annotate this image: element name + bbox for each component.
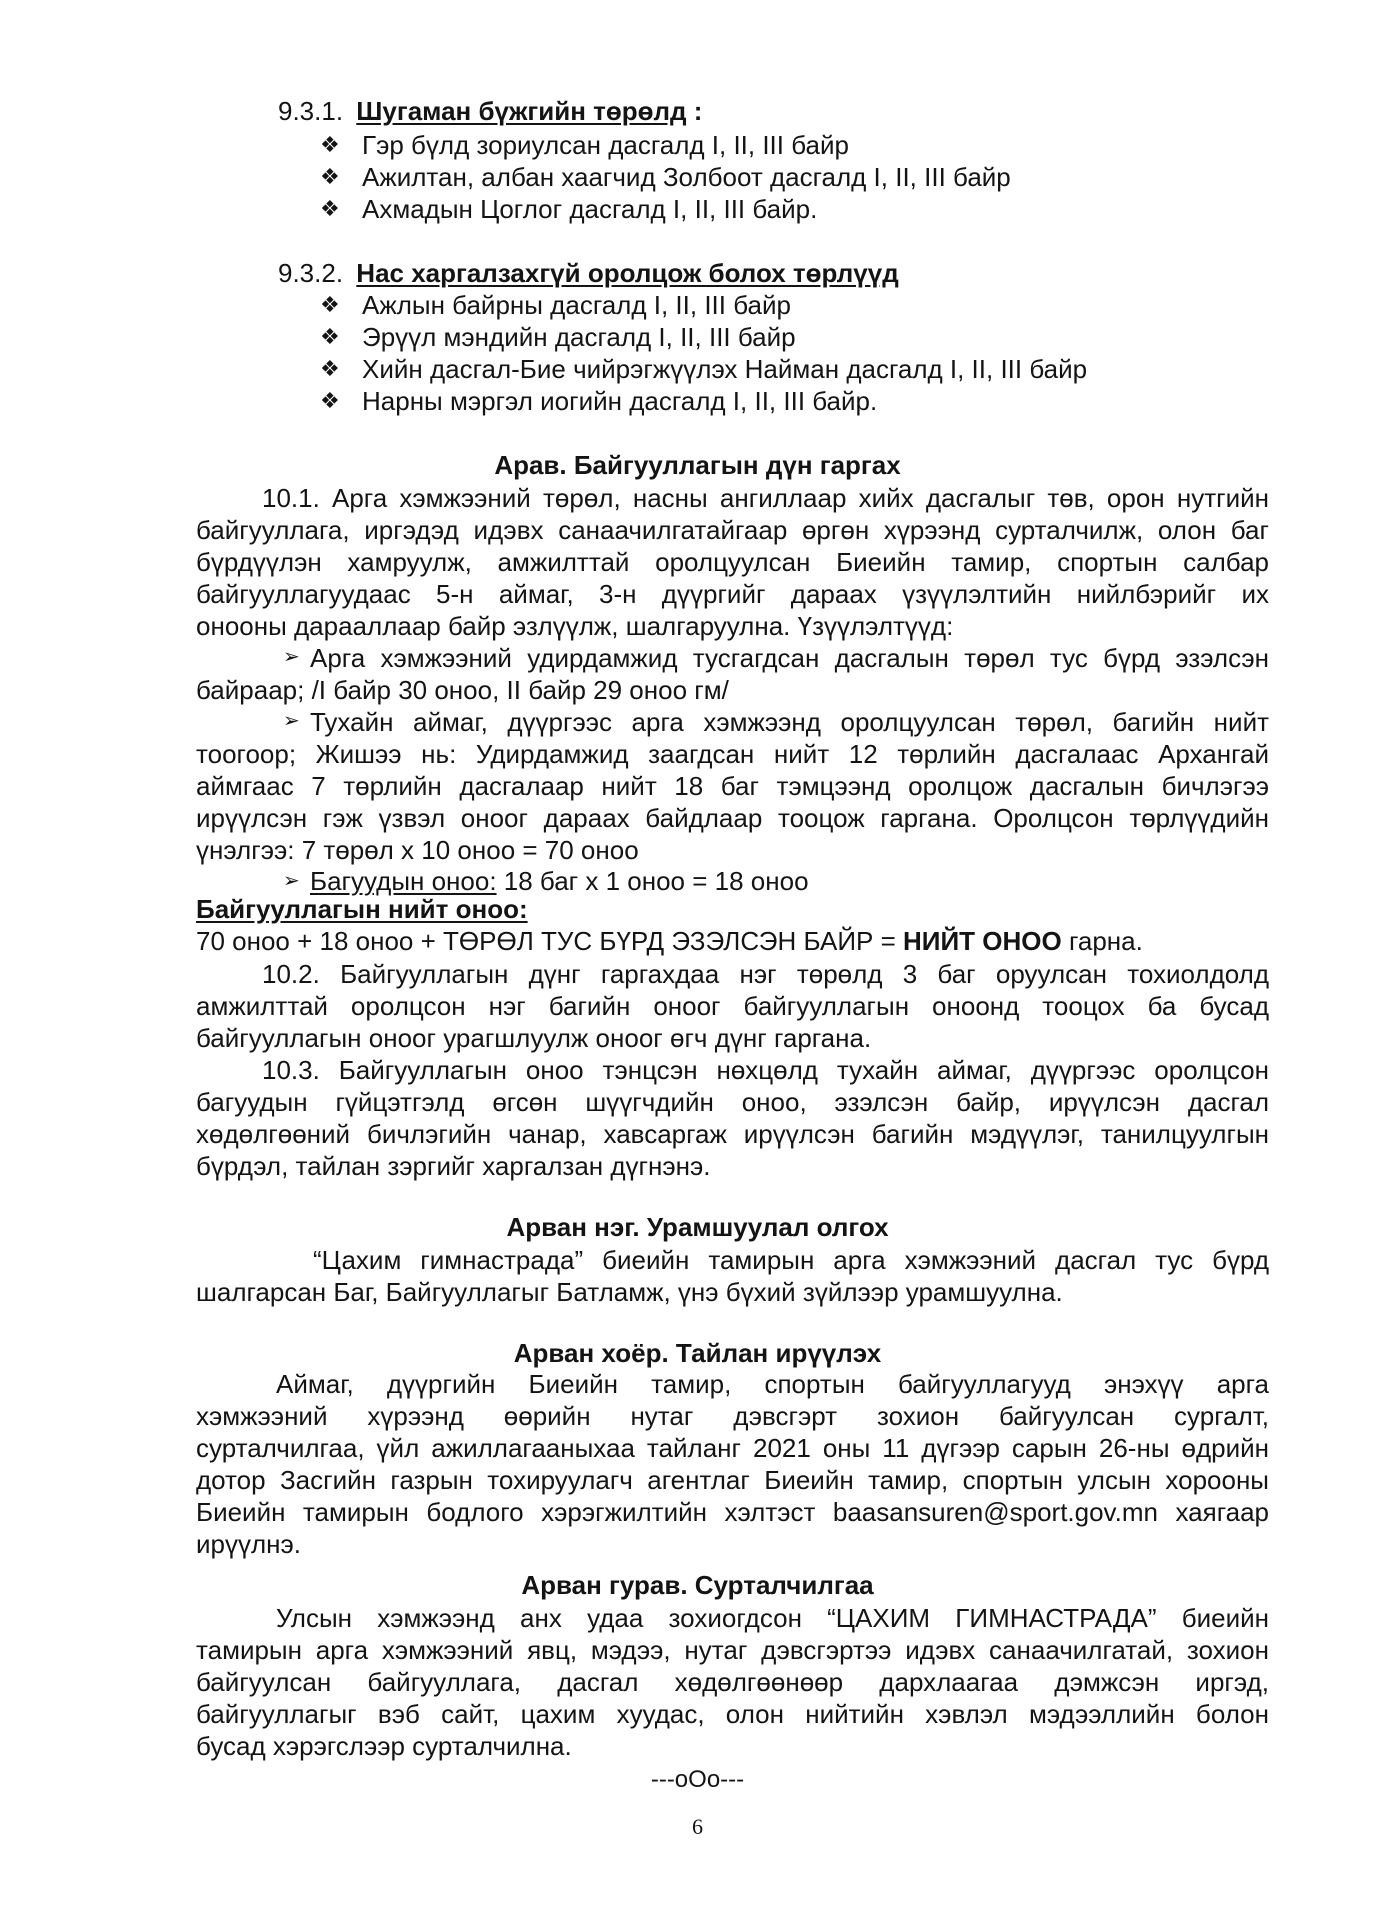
paragraph-12-line: дотор Засгийн газрын тохируулагч агентлаг Биеийн тамир, спортын улсын хорооны	[196, 1465, 1269, 1495]
paragraph-10-1-line: онооны дарааллаар байр эзлүүлж, шалгаруулна. Үзүүлэлтүүд:	[196, 611, 954, 641]
page-number: 6	[692, 1814, 703, 1839]
paragraph-10-1-line: байгууллагуудаас 5-н аймаг, 3-н дүүргийг дараах үзүүлэлтийн нийлбэрийг их	[196, 579, 1269, 609]
diamond-bullet-icon: ❖	[320, 132, 340, 157]
list-item: Гэр бүлд зориулсан дасгалд I, II, III байр	[362, 130, 849, 160]
list-item: Хийн дасгал-Бие чийрэгжүүлэх Найман дасгалд I, II, III байр	[362, 354, 1088, 384]
criteria-line: тоогоор; Жишээ нь: Удирдамжид заагдсан нийт 12 төрлийн дасгалаас Архангай	[196, 739, 1269, 769]
paragraph-13-line: Улсын хэмжээнд анх удаа зохиогдсон “ЦАХИМ ГИМНАСТРАДА” биеийн	[276, 1603, 1269, 1633]
org-total-score-label: Байгууллагын нийт оноо:	[196, 894, 528, 924]
section-11-heading: Арван нэг. Урамшуулал олгох	[506, 1212, 889, 1242]
paragraph-13-line: байгуулсан байгууллага, дасгал хөдөлгөөнөөр дархлаагаа дэмжсэн иргэд,	[196, 1667, 1269, 1697]
paragraph-10-3-line: багуудын гүйцэтгэлд өгсөн шүүгчдийн оноо, эзэлсэн байр, ирүүлсэн дасгал	[196, 1087, 1269, 1117]
criteria-line: байраар; /I байр 30 оноо, II байр 29 оноо гм/	[196, 675, 729, 705]
paragraph-12-line: Биеийн тамирын бодлого хэрэгжилтийн хэлтэст baasansuren@sport.gov.mn хаягаар	[196, 1497, 1269, 1527]
team-score-line: Багуудын оноо: 18 баг x 1 оноо = 18 оноо	[310, 866, 809, 896]
section-number: 9.3.1.	[278, 96, 344, 126]
paragraph-12-line: ирүүлнэ.	[196, 1529, 302, 1559]
criteria-line: ирүүлсэн гэж үзвэл оноог дараах байдлаар тооцож гаргана. Оролцсон төрлүүдийн	[196, 803, 1269, 833]
section-title: Нас харгалзахгүй оролцож болох төрлүүд	[356, 258, 899, 288]
list-item: Ахмадын Цоглог дасгалд I, II, III байр.	[362, 194, 818, 224]
list-item: Эрүүл мэндийн дасгалд I, II, III байр	[362, 322, 796, 352]
list-item: Нарны мэргэл иогийн дасгалд I, II, III байр.	[362, 386, 878, 416]
list-item: Ажилтан, албан хаагчид Золбоот дасгалд I, II, III байр	[362, 162, 1011, 192]
section-9-3-1-heading	[278, 96, 702, 126]
list-item: Ажлын байрны дасгалд I, II, III байр	[362, 290, 791, 320]
paragraph-10-3-line: бүрдэл, тайлан зэргийг харгалзан дүгнэнэ.	[196, 1151, 711, 1181]
criteria-line: Арга хэмжээний удирдамжид тусгагдсан дасгалын төрөл тус бүрд эзэлсэн	[310, 643, 1269, 673]
paragraph-10-2-line: 10.2. Байгууллагын дүнг гаргахдаа нэг төрөлд 3 баг оруулсан тохиолдолд	[262, 959, 1269, 989]
paragraph-12-line: Аймаг, дүүргийн Биеийн тамир, спортын байгууллагууд энэхүү арга	[276, 1369, 1269, 1399]
paragraph-13-line: байгууллагыг вэб сайт, цахим хуудас, олон нийтийн хэвлэл мэдээллийн болон	[196, 1699, 1269, 1729]
total-score-formula: 70 оноо + 18 оноо + ТӨРӨЛ ТУС БҮРД ЭЗЭЛСЭН БАЙР = НИЙТ ОНОО гарна.	[196, 926, 1143, 956]
paragraph-11-line: “Цахим гимнастрада” биеийн тамирын арга хэмжээний дасгал тус бүрд	[313, 1245, 1269, 1275]
section-title: Шугаман бүжгийн төрөлд	[356, 96, 687, 126]
paragraph-10-1-line: байгууллага, иргэдэд идэвх санаачилгатайгаар өргөн хүрээнд сурталчилж, олон баг	[196, 515, 1269, 545]
end-mark: ---oOo---	[650, 1766, 745, 1793]
criteria-line: аймгаас 7 төрлийн дасгалаар нийт 18 баг тэмцээнд оролцож дасгалын бичлэгээ	[196, 771, 1269, 801]
paragraph-10-1-line: бүрдүүлэн хамруулж, амжилттай оролцуулсан Биеийн тамир, спортын салбар	[196, 547, 1269, 577]
paragraph-10-1-line: 10.1. Арга хэмжээний төрөл, насны ангиллаар хийх дасгалыг төв, орон нутгийн	[262, 483, 1269, 513]
section-colon: :	[693, 96, 703, 126]
paragraph-13-line: тамирын арга хэмжээний явц, мэдээ, нутаг дэвсгэртээ идэвх санаачилгатай, зохион	[196, 1635, 1269, 1665]
paragraph-12-line: хэмжээний хүрээнд өөрийн нутаг дэвсгэрт зохион байгуулсан сургалт,	[196, 1401, 1269, 1431]
section-12-heading: Арван хоёр. Тайлан ирүүлэх	[513, 1338, 882, 1368]
section-10-heading: Арав. Байгууллагын дүн гаргах	[494, 450, 901, 480]
paragraph-10-3-line: хөдөлгөөний бичлэгийн чанар, хавсаргаж ирүүлсэн багийн мэдүүлэг, танилцуулгын	[196, 1119, 1269, 1149]
diamond-bullet-icon: ❖	[320, 356, 340, 381]
criteria-line: үнэлгээ: 7 төрөл x 10 оноо = 70 оноо	[196, 835, 639, 865]
arrow-bullet-icon: ➢	[283, 870, 300, 892]
section-9-3-2-heading	[278, 258, 899, 288]
paragraph-10-2-line: амжилттай оролцсон нэг багийн оноог байгууллагын оноонд тооцох ба бусад	[196, 991, 1269, 1021]
paragraph-11-line: шалгарсан Баг, Байгууллагыг Батламж, үнэ бүхий зүйлээр урамшуулна.	[196, 1277, 1063, 1307]
diamond-bullet-icon: ❖	[320, 292, 340, 317]
diamond-bullet-icon: ❖	[320, 324, 340, 349]
criteria-line: Тухайн аймаг, дүүргээс арга хэмжээнд оролцуулсан төрөл, багийн нийт	[310, 707, 1269, 737]
arrow-bullet-icon: ➢	[283, 710, 300, 732]
section-13-heading: Арван гурав. Сурталчилгаа	[521, 1570, 874, 1600]
arrow-bullet-icon: ➢	[283, 646, 300, 668]
paragraph-10-2-line: байгууллагын оноог урагшлуулж оноог өгч дүнг гаргана.	[196, 1023, 872, 1053]
diamond-bullet-icon: ❖	[320, 196, 340, 221]
section-number: 9.3.2.	[278, 258, 344, 288]
diamond-bullet-icon: ❖	[320, 388, 340, 413]
paragraph-10-3-line: 10.3. Байгууллагын оноо тэнцсэн нөхцөлд тухайн аймаг, дүүргээс оролцсон	[262, 1055, 1269, 1085]
paragraph-12-line: сурталчилгаа, үйл ажиллагааныхаа тайланг 2021 оны 11 дүгээр сарын 26-ны өдрийн	[196, 1433, 1269, 1463]
diamond-bullet-icon: ❖	[320, 164, 340, 189]
paragraph-13-line: бусад хэрэгслээр сурталчилна.	[196, 1731, 572, 1761]
